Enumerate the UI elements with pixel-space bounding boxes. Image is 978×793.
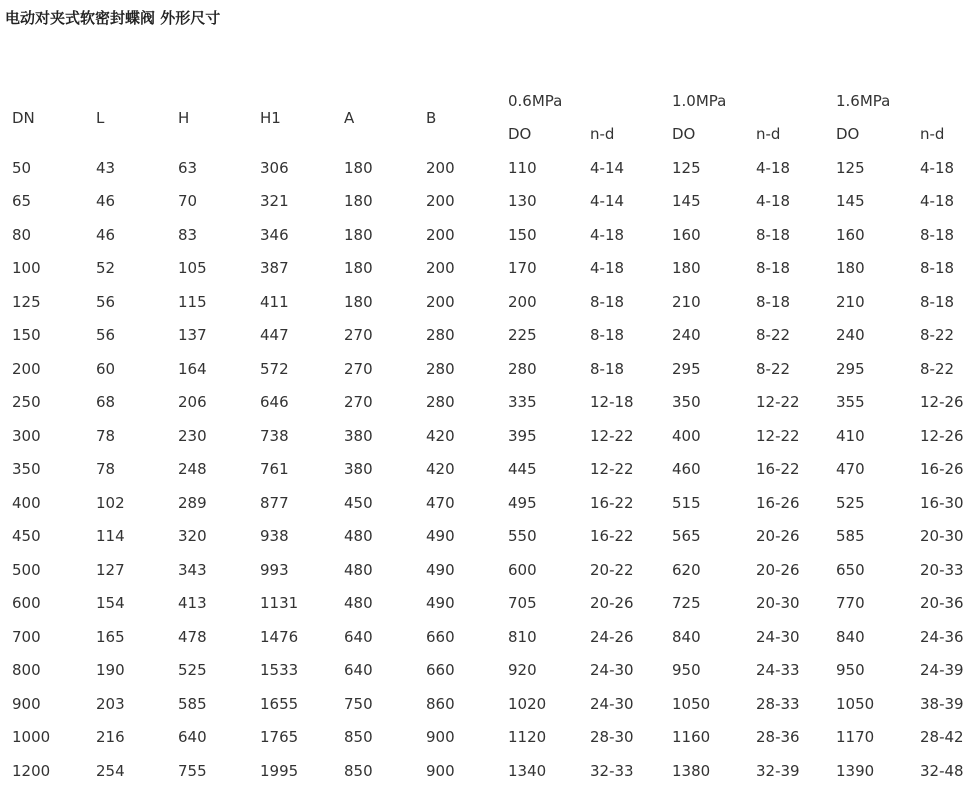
table-cell: 445 [508, 460, 537, 479]
table-cell: 24-26 [590, 627, 634, 646]
table-cell: 150 [12, 326, 41, 345]
table-cell: 295 [836, 359, 865, 378]
table-cell: 1655 [260, 694, 299, 713]
table-cell: 28-33 [756, 694, 800, 713]
table-cell: 650 [836, 560, 865, 579]
table-cell: 810 [508, 627, 537, 646]
table-cell: 938 [260, 527, 289, 546]
table-cell: 585 [836, 527, 865, 546]
table-cell: 20-26 [756, 527, 800, 546]
table-cell: 200 [426, 292, 455, 311]
table-cell: 755 [178, 761, 207, 780]
table-cell: 500 [12, 560, 41, 579]
table-cell: 16-26 [756, 493, 800, 512]
table-row [12, 486, 964, 520]
table-cell: 400 [12, 493, 41, 512]
table-cell: 164 [178, 359, 207, 378]
table-cell: 50 [12, 158, 32, 177]
table-cell: 203 [96, 694, 125, 713]
table-cell: 700 [12, 627, 41, 646]
table-cell: 420 [426, 460, 455, 479]
table-cell: 125 [836, 158, 865, 177]
table-cell: 68 [96, 393, 116, 412]
table-cell: 660 [426, 661, 455, 680]
table-cell: 270 [344, 326, 373, 345]
table-cell: 270 [344, 359, 373, 378]
table-cell: 125 [12, 292, 41, 311]
table-cell: 12-22 [756, 426, 800, 445]
table-cell: 70 [178, 192, 198, 211]
table-cell: 900 [12, 694, 41, 713]
table-cell: 180 [344, 192, 373, 211]
table-cell: 28-42 [920, 728, 964, 747]
table-cell: 12-26 [920, 426, 964, 445]
table-cell: 565 [672, 527, 701, 546]
dimension-table [12, 84, 964, 788]
table-cell: 190 [96, 661, 125, 680]
table-cell: 8-18 [920, 292, 955, 311]
table-row [12, 620, 964, 654]
table-cell: 640 [178, 728, 207, 747]
table-cell: 180 [344, 292, 373, 311]
table-cell: 254 [96, 761, 125, 780]
sub-column-header: DO [508, 125, 532, 144]
table-cell: 32-39 [756, 761, 800, 780]
table-cell: 206 [178, 393, 207, 412]
table-cell: 12-22 [590, 460, 634, 479]
table-cell: 343 [178, 560, 207, 579]
table-cell: 770 [836, 594, 865, 613]
table-row [12, 687, 964, 721]
table-row [12, 285, 964, 319]
table-cell: 640 [344, 661, 373, 680]
table-cell: 295 [672, 359, 701, 378]
table-cell: 8-22 [756, 326, 791, 345]
table-cell: 160 [672, 225, 701, 244]
table-cell: 78 [96, 426, 116, 445]
table-cell: 137 [178, 326, 207, 345]
table-cell: 80 [12, 225, 32, 244]
table-cell: 16-30 [920, 493, 964, 512]
table-cell: 335 [508, 393, 537, 412]
table-cell: 28-36 [756, 728, 800, 747]
table-cell: 180 [344, 225, 373, 244]
table-cell: 480 [344, 527, 373, 546]
table-cell: 4-14 [590, 192, 625, 211]
table-cell: 24-30 [590, 661, 634, 680]
table-cell: 83 [178, 225, 198, 244]
table-cell: 490 [426, 594, 455, 613]
table-cell: 761 [260, 460, 289, 479]
table-cell: 145 [836, 192, 865, 211]
table-cell: 180 [836, 259, 865, 278]
table-cell: 280 [426, 326, 455, 345]
table-cell: 572 [260, 359, 289, 378]
column-header: DN [12, 108, 35, 127]
table-cell: 8-18 [756, 225, 791, 244]
table-cell: 28-30 [590, 728, 634, 747]
table-cell: 12-26 [920, 393, 964, 412]
table-cell: 525 [836, 493, 865, 512]
table-cell: 1120 [508, 728, 547, 747]
table-cell: 289 [178, 493, 207, 512]
table-cell: 950 [836, 661, 865, 680]
table-cell: 1765 [260, 728, 299, 747]
table-cell: 321 [260, 192, 289, 211]
table-cell: 100 [12, 259, 41, 278]
table-cell: 1020 [508, 694, 547, 713]
table-cell: 993 [260, 560, 289, 579]
table-row [12, 587, 964, 621]
table-cell: 165 [96, 627, 125, 646]
table-cell: 248 [178, 460, 207, 479]
table-cell: 8-22 [920, 326, 955, 345]
table-cell: 4-18 [920, 192, 955, 211]
table-cell: 280 [426, 393, 455, 412]
table-cell: 660 [426, 627, 455, 646]
table-cell: 380 [344, 426, 373, 445]
table-cell: 1200 [12, 761, 51, 780]
table-cell: 200 [12, 359, 41, 378]
table-cell: 20-36 [920, 594, 964, 613]
table-cell: 480 [344, 594, 373, 613]
table-cell: 1380 [672, 761, 711, 780]
table-cell: 640 [344, 627, 373, 646]
table-cell: 920 [508, 661, 537, 680]
table-row [12, 319, 964, 353]
table-cell: 180 [344, 158, 373, 177]
table-cell: 20-30 [920, 527, 964, 546]
table-row [12, 151, 964, 185]
table-cell: 4-18 [756, 158, 791, 177]
table-cell: 8-18 [756, 259, 791, 278]
table-row [12, 721, 964, 755]
table-cell: 46 [96, 192, 116, 211]
sub-column-header: n-d [590, 125, 615, 144]
table-cell: 860 [426, 694, 455, 713]
table-cell: 20-33 [920, 560, 964, 579]
column-header: L [96, 108, 105, 127]
table-row [12, 386, 964, 420]
table-cell: 240 [672, 326, 701, 345]
table-cell: 600 [508, 560, 537, 579]
table-cell: 160 [836, 225, 865, 244]
table-cell: 16-22 [590, 527, 634, 546]
table-cell: 8-18 [920, 259, 955, 278]
table-cell: 840 [672, 627, 701, 646]
table-cell: 200 [508, 292, 537, 311]
table-cell: 1390 [836, 761, 875, 780]
table-cell: 800 [12, 661, 41, 680]
table-row [12, 218, 964, 252]
table-cell: 8-18 [756, 292, 791, 311]
table-cell: 1050 [672, 694, 711, 713]
table-cell: 56 [96, 326, 116, 345]
sub-column-header: n-d [756, 125, 781, 144]
table-cell: 470 [426, 493, 455, 512]
table-cell: 170 [508, 259, 537, 278]
table-cell: 12-22 [756, 393, 800, 412]
sub-column-header: DO [672, 125, 696, 144]
table-cell: 460 [672, 460, 701, 479]
table-row [12, 252, 964, 286]
table-cell: 24-36 [920, 627, 964, 646]
table-cell: 250 [12, 393, 41, 412]
table-cell: 410 [836, 426, 865, 445]
page-title: 电动对夹式软密封蝶阀 外形尺寸 [5, 9, 221, 27]
table-cell: 200 [426, 225, 455, 244]
table-cell: 200 [426, 259, 455, 278]
table-cell: 850 [344, 728, 373, 747]
table-cell: 200 [426, 192, 455, 211]
table-cell: 12-22 [590, 426, 634, 445]
table-cell: 380 [344, 460, 373, 479]
table-cell: 585 [178, 694, 207, 713]
table-cell: 20-26 [590, 594, 634, 613]
table-cell: 210 [836, 292, 865, 311]
table-cell: 4-14 [590, 158, 625, 177]
table-row [12, 654, 964, 688]
table-cell: 900 [426, 728, 455, 747]
table-cell: 413 [178, 594, 207, 613]
table-cell: 8-22 [756, 359, 791, 378]
table-cell: 125 [672, 158, 701, 177]
table-cell: 145 [672, 192, 701, 211]
table-cell: 65 [12, 192, 32, 211]
table-cell: 43 [96, 158, 116, 177]
table-cell: 52 [96, 259, 116, 278]
table-cell: 550 [508, 527, 537, 546]
table-cell: 16-26 [920, 460, 964, 479]
table-cell: 450 [12, 527, 41, 546]
table-cell: 1995 [260, 761, 299, 780]
table-cell: 490 [426, 527, 455, 546]
table-cell: 270 [344, 393, 373, 412]
table-row [12, 185, 964, 219]
table-cell: 46 [96, 225, 116, 244]
table-cell: 180 [344, 259, 373, 278]
table-cell: 350 [12, 460, 41, 479]
table-cell: 38-39 [920, 694, 964, 713]
table-cell: 1533 [260, 661, 299, 680]
table-cell: 32-48 [920, 761, 964, 780]
table-cell: 411 [260, 292, 289, 311]
table-cell: 350 [672, 393, 701, 412]
table-cell: 63 [178, 158, 198, 177]
table-cell: 387 [260, 259, 289, 278]
table-cell: 8-18 [590, 326, 625, 345]
table-row [12, 553, 964, 587]
table-cell: 210 [672, 292, 701, 311]
table-row [12, 352, 964, 386]
column-header: H [178, 108, 190, 127]
table-cell: 56 [96, 292, 116, 311]
table-cell: 600 [12, 594, 41, 613]
table-cell: 24-30 [756, 627, 800, 646]
table-cell: 20-30 [756, 594, 800, 613]
table-cell: 32-33 [590, 761, 634, 780]
table-cell: 950 [672, 661, 701, 680]
table-cell: 447 [260, 326, 289, 345]
table-cell: 705 [508, 594, 537, 613]
table-row [12, 754, 964, 788]
pressure-group-header: 1.6MPa [836, 91, 891, 110]
table-cell: 280 [508, 359, 537, 378]
table-cell: 127 [96, 560, 125, 579]
table-cell: 306 [260, 158, 289, 177]
table-cell: 24-30 [590, 694, 634, 713]
table-cell: 478 [178, 627, 207, 646]
pressure-group-header: 0.6MPa [508, 91, 563, 110]
table-cell: 346 [260, 225, 289, 244]
table-row [12, 419, 964, 453]
table-cell: 4-18 [590, 225, 625, 244]
table-cell: 1340 [508, 761, 547, 780]
table-cell: 1160 [672, 728, 711, 747]
table-cell: 525 [178, 661, 207, 680]
table-cell: 1476 [260, 627, 299, 646]
table-cell: 4-18 [756, 192, 791, 211]
table-body [12, 151, 964, 788]
table-row [12, 453, 964, 487]
table-cell: 12-18 [590, 393, 634, 412]
table-cell: 225 [508, 326, 537, 345]
column-header: H1 [260, 108, 281, 127]
table-cell: 470 [836, 460, 865, 479]
table-cell: 8-18 [920, 225, 955, 244]
table-cell: 4-18 [590, 259, 625, 278]
table-cell: 16-22 [590, 493, 634, 512]
table-cell: 1170 [836, 728, 875, 747]
table-cell: 355 [836, 393, 865, 412]
table-cell: 114 [96, 527, 125, 546]
table-cell: 20-26 [756, 560, 800, 579]
table-cell: 180 [672, 259, 701, 278]
table-cell: 400 [672, 426, 701, 445]
table-cell: 8-18 [590, 292, 625, 311]
table-cell: 1050 [836, 694, 875, 713]
table-cell: 900 [426, 761, 455, 780]
table-cell: 154 [96, 594, 125, 613]
sub-column-header: DO [836, 125, 860, 144]
table-cell: 320 [178, 527, 207, 546]
column-header: B [426, 108, 437, 127]
table-cell: 480 [344, 560, 373, 579]
table-cell: 102 [96, 493, 125, 512]
table-cell: 850 [344, 761, 373, 780]
table-cell: 750 [344, 694, 373, 713]
table-cell: 24-39 [920, 661, 964, 680]
table-cell: 240 [836, 326, 865, 345]
table-cell: 738 [260, 426, 289, 445]
table-cell: 200 [426, 158, 455, 177]
table-cell: 280 [426, 359, 455, 378]
table-cell: 60 [96, 359, 116, 378]
column-header: A [344, 108, 355, 127]
table-cell: 515 [672, 493, 701, 512]
table-cell: 110 [508, 158, 537, 177]
header-row [12, 84, 964, 118]
table-cell: 490 [426, 560, 455, 579]
table-cell: 300 [12, 426, 41, 445]
table-cell: 450 [344, 493, 373, 512]
table-cell: 78 [96, 460, 116, 479]
table-cell: 840 [836, 627, 865, 646]
table-cell: 105 [178, 259, 207, 278]
table-cell: 20-22 [590, 560, 634, 579]
table-cell: 230 [178, 426, 207, 445]
sub-column-header: n-d [920, 125, 945, 144]
table-cell: 16-22 [756, 460, 800, 479]
table-cell: 495 [508, 493, 537, 512]
table-cell: 1000 [12, 728, 51, 747]
table-cell: 395 [508, 426, 537, 445]
table-cell: 8-18 [590, 359, 625, 378]
table-cell: 1131 [260, 594, 299, 613]
table-cell: 620 [672, 560, 701, 579]
table-cell: 420 [426, 426, 455, 445]
table-cell: 646 [260, 393, 289, 412]
table-cell: 24-33 [756, 661, 800, 680]
table-cell: 8-22 [920, 359, 955, 378]
table-cell: 4-18 [920, 158, 955, 177]
table-cell: 150 [508, 225, 537, 244]
table-row [12, 520, 964, 554]
pressure-group-header: 1.0MPa [672, 91, 727, 110]
table-cell: 877 [260, 493, 289, 512]
table-cell: 130 [508, 192, 537, 211]
table-cell: 115 [178, 292, 207, 311]
table-cell: 216 [96, 728, 125, 747]
table-cell: 725 [672, 594, 701, 613]
